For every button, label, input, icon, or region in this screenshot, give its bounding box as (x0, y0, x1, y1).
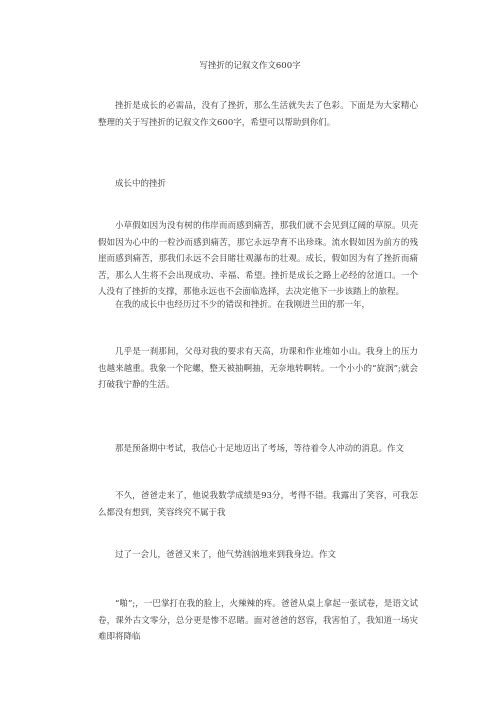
intro-paragraph: 挫折是成长的必需品，没有了挫折，那么生活就失去了色彩。下面是为大家精心整理的关于写挫折的记叙文作文600字，希望可以帮助到你们。 (98, 101, 418, 128)
body-paragraph: 小草假如因为没有树的伟岸而而感到痛苦，那我们就不会见到辽阔的草原。贝壳假如因为心中的一粒沙而感到痛苦，那它永远孕育不出珍珠。流水假如因为前方的残崖而感到痛苦，那我们永远不会目睹壮观瀑布的壮观。成长，假如因为有了挫折而痛苦，那么人生将不会出现成功、幸福、希望。挫折是成长之路上必经的岔道口。一个人没有了挫折的支撑，那他永远也不会面临选择，去决定他下一步该踏上的旅程。 (98, 221, 418, 297)
document-title: 写挫折的记叙文作文600字 (199, 61, 301, 71)
body-paragraph: 那是预备期中考试，我信心十足地迈出了考场，等待着令人冲动的消息。作文 (115, 444, 405, 454)
section-heading: 成长中的挫折 (115, 179, 167, 189)
body-paragraph: “啪”;，一巴掌打在我的脸上，火辣辣的疼。爸爸从桌上拿起一张试卷，是语文试卷，课外古文零分，总分更是惨不忍睹。面对爸爸的怒容，我害怕了，我知道一场灾难即将降临 (98, 599, 418, 642)
body-paragraph: 在我的成长中也经历过不少的错误和挫折。在我刚进兰田的那一年， (115, 300, 371, 310)
body-paragraph: 过了一会儿，爸爸又来了，他气势汹汹地来到我身边。作文 (115, 550, 337, 560)
body-paragraph: 几乎是一刹那间，父母对我的要求有天高，功课和作业堆如小山。我身上的压力也越来越重。我象一个陀螺，整天被抽啊抽，无奈地转啊转。一个小小的“旋涡”;就会打破我宁静的生活。 (98, 347, 418, 390)
body-paragraph: 不久，爸爸走来了，他说我数学成绩是93分，考得不错。我露出了笑容，可我怎么都没有想到，笑容终究不属于我 (98, 491, 418, 518)
